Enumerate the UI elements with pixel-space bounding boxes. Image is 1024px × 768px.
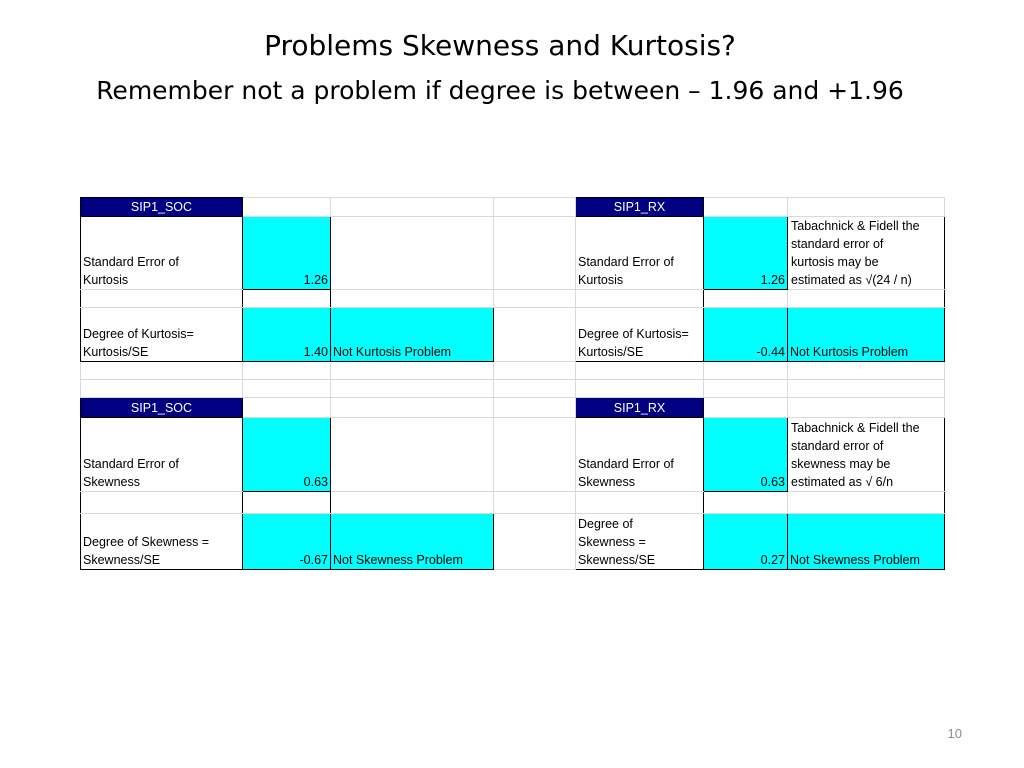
kurtosis-left-header: SIP1_SOC — [81, 198, 243, 217]
kurtosis-right-degree-value: -0.44 — [704, 308, 788, 362]
skewness-spacer-row — [81, 492, 945, 514]
skewness-right-header: SIP1_RX — [576, 398, 704, 418]
kurtosis-spacer-row — [81, 290, 945, 308]
skewness-right-degree-value: 0.27 — [704, 514, 788, 570]
kurtosis-se-row — [81, 217, 945, 290]
kurtosis-right-se-label: Standard Error of Kurtosis — [576, 217, 704, 290]
skewness-right-verdict: Not Skewness Problem — [788, 514, 945, 570]
kurtosis-right-header: SIP1_RX — [576, 198, 704, 217]
kurtosis-note: Tabachnick & Fidell the standard error of kurtosis may be estimated as √(24 / n) — [788, 217, 945, 290]
skewness-left-verdict: Not Skewness Problem — [331, 514, 494, 570]
skewness-se-row — [81, 418, 945, 492]
kurtosis-right-se-value: 1.26 — [704, 217, 788, 290]
empty-row — [81, 380, 945, 398]
kurtosis-header-row — [81, 198, 945, 217]
skewness-degree-row — [81, 514, 945, 570]
slide-title: Problems Skewness and Kurtosis? — [264, 29, 736, 62]
skewness-header-row — [81, 398, 945, 418]
kurtosis-right-degree-label: Degree of Kurtosis= Kurtosis/SE — [576, 308, 704, 362]
skewness-left-header: SIP1_SOC — [81, 398, 243, 418]
skewness-left-se-value: 0.63 — [243, 418, 331, 492]
slide-subtitle: Remember not a problem if degree is between – 1.96 and +1.96 — [96, 76, 904, 105]
skewness-right-se-label: Standard Error of Skewness — [576, 418, 704, 492]
skewness-note: Tabachnick & Fidell the standard error of skewness may be estimated as √ 6/n — [788, 418, 945, 492]
slide-title-block — [0, 28, 1000, 108]
skewness-left-degree-label: Degree of Skewness = Skewness/SE — [81, 514, 243, 570]
empty-row — [81, 362, 945, 380]
skewness-left-se-label: Standard Error of Skewness — [81, 418, 243, 492]
kurtosis-left-se-value: 1.26 — [243, 217, 331, 290]
kurtosis-left-se-label: Standard Error of Kurtosis — [81, 217, 243, 290]
spreadsheet-table — [80, 197, 945, 570]
kurtosis-degree-row — [81, 308, 945, 362]
skewness-right-se-value: 0.63 — [704, 418, 788, 492]
page-number: 10 — [947, 726, 962, 741]
kurtosis-left-degree-value: 1.40 — [243, 308, 331, 362]
kurtosis-right-verdict: Not Kurtosis Problem — [788, 308, 945, 362]
skewness-left-degree-value: -0.67 — [243, 514, 331, 570]
kurtosis-left-degree-label: Degree of Kurtosis= Kurtosis/SE — [81, 308, 243, 362]
skewness-right-degree-label: Degree of Skewness = Skewness/SE — [576, 514, 704, 570]
kurtosis-left-verdict: Not Kurtosis Problem — [331, 308, 494, 362]
